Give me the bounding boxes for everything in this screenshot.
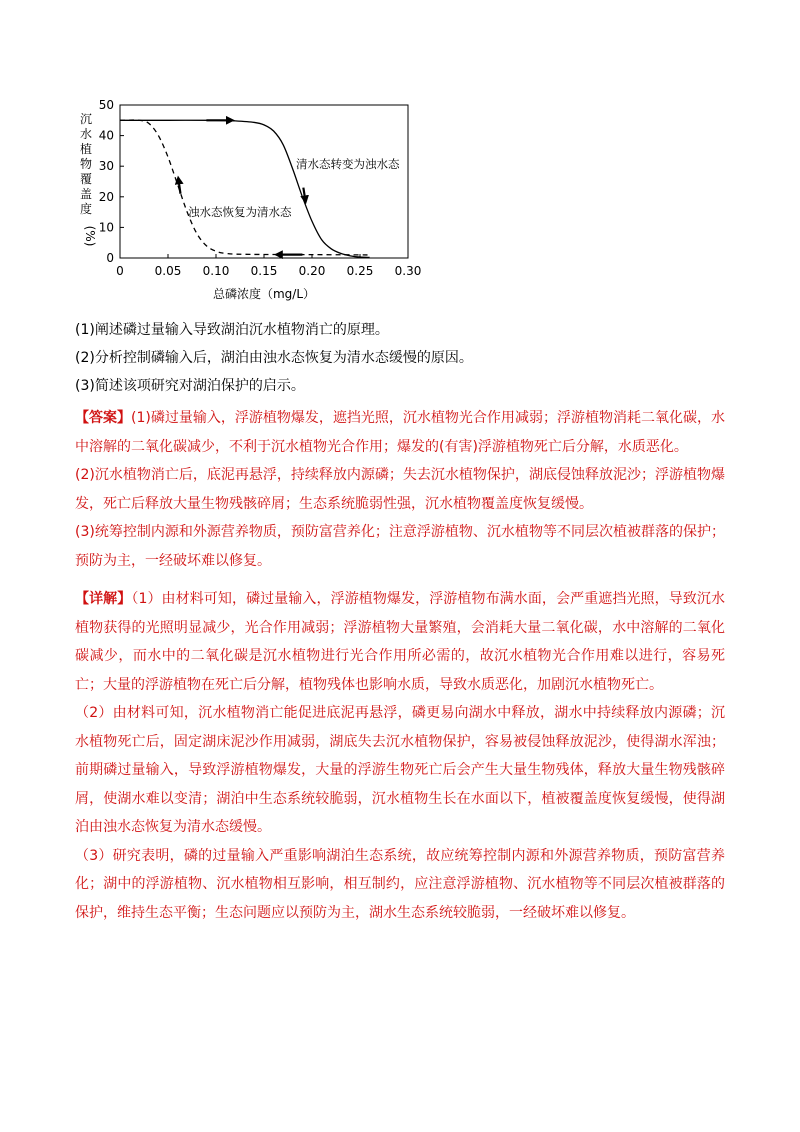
plot-frame — [120, 105, 408, 258]
question-1: (1)阐述磷过量输入导致湖泊沉水植物消亡的原理。 — [75, 322, 389, 338]
y-label-char: 盖 — [79, 187, 93, 201]
arrow-down — [303, 188, 305, 200]
explanation-paragraph-2: （2）由材料可知，沉水植物消亡能促进底泥再悬浮，磷更易向湖水中释放，湖水中持续释放内源磷；沉水植物死亡后，固定湖床泥沙作用减弱，湖底失去沉水植物保护，容易被侵蚀释放泥沙，使得湖水浑浊；前期磷过量输入，导致浮游植物爆发，大量的浮游生物死亡后会产生大量生物残体，释放大量生物残骸碎屑，使湖水难以变清；湖泊中生态系统较脆弱，沉水植物生长在水面以下，植被覆盖度恢复缓慢，使得湖泊由浊水态恢复为清水态缓慢。 — [75, 705, 725, 835]
y-tick-label: 10 — [98, 220, 114, 235]
y-label-unit: (%) — [83, 225, 97, 247]
annotation-clear-to-turbid: 清水态转变为浊水态 — [296, 157, 400, 171]
curve-arrows — [179, 120, 306, 254]
answer-text-1: (1)磷过量输入，浮游植物爆发，遮挡光照，沉水植物光合作用减弱；浮游植物消耗二氧化碳，水中溶解的二氧化碳减少，不利于沉水植物光合作用；爆发的(有害)浮游植物死亡后分解，水质恶化。 — [75, 410, 725, 455]
y-axis-label — [80, 112, 97, 246]
y-label-char: 度 — [79, 202, 93, 216]
series-layer — [120, 120, 370, 257]
y-label-char: 物 — [79, 157, 93, 171]
x-tick-label: 0.10 — [202, 264, 230, 278]
answer-paragraph-2: (2)沉水植物消亡后，底泥再悬浮，持续释放内源磷；失去沉水植物保护，湖底侵蚀释放泥沙；浮游植物爆发，死亡后释放大量生物残骸碎屑；生态系统脆弱性强，沉水植物覆盖度恢复缓慢。 — [75, 467, 725, 512]
x-axis-label: 总磷浓度（mg/L） — [212, 287, 316, 301]
y-label-char: 覆 — [79, 172, 93, 186]
y-tick-label: 40 — [98, 128, 114, 143]
explanation-paragraph-3: （3）研究表明，磷的过量输入严重影响湖泊生态系统，故应统筹控制内源和外源营养物质，预防富营养化；湖中的浮游植物、沉水植物相互影响，相互制约，应注意浮游植物、沉水植物等不同层次植被群落的保护，维持生态平衡；生态问题应以预防为主，湖水生态系统较脆弱，一经破坏难以修复。 — [75, 847, 725, 921]
questions-block — [75, 320, 725, 404]
answer-tag: 【答案】 — [75, 410, 132, 426]
answer-paragraph-1 — [75, 404, 725, 461]
y-label-char: 水 — [79, 127, 93, 141]
x-tick-label: 0.20 — [298, 264, 326, 278]
question-3: (3)简述该项研究对湖泊保护的启示。 — [75, 378, 305, 394]
arrow-up — [179, 180, 181, 194]
explanation-tag: 【详解】 — [75, 591, 132, 607]
explanation-text-1: （1）由材料可知，磷过量输入，浮游植物爆发，浮游植物布满水面，会严重遮挡光照，导致沉水植物获得的光照明显减少，光合作用减弱；浮游植物大量繁殖，会消耗大量二氧化碳，水中溶解的二氧化碳减少，而水中的二氧化碳是沉水植物进行光合作用所必需的，故沉水植物光合作用难以进行，容易死亡；大量的浮游植物在死亡后分解，植物残体也影响水质，导致水质恶化，加剧沉水植物死亡。 — [75, 591, 726, 693]
answer-paragraph-3: (3)统筹控制内源和外源营养物质，预防富营养化；注意浮游植物、沉水植物等不同层次植被群落的保护；预防为主，一经破坏难以修复。 — [75, 524, 725, 569]
y-label-char: 植 — [79, 142, 93, 156]
answer-block — [75, 404, 725, 575]
recovery-curve-dashed — [120, 120, 370, 255]
degradation-curve-solid — [120, 120, 370, 257]
y-tick-label: 0 — [106, 251, 114, 265]
phosphorus-coverage-chart — [70, 95, 430, 310]
question-2: (2)分析控制磷输入后，湖泊由浊水态恢复为清水态缓慢的原因。 — [75, 350, 473, 366]
explanation-block — [75, 585, 725, 927]
explanation-paragraph-1 — [75, 585, 725, 699]
y-label-char: 沉 — [79, 112, 93, 126]
y-tick-label: 50 — [98, 98, 114, 112]
y-tick-label: 30 — [98, 159, 114, 174]
x-tick-label: 0 — [116, 264, 124, 278]
x-tick-label: 0.25 — [346, 264, 374, 278]
x-tick-label: 0.05 — [154, 264, 182, 278]
annotation-turbid-to-clear: 浊水态恢复为清水态 — [188, 205, 292, 219]
y-tick-label: 20 — [98, 189, 114, 204]
x-tick-label: 0.15 — [250, 264, 278, 278]
x-tick-label: 0.30 — [394, 264, 422, 278]
